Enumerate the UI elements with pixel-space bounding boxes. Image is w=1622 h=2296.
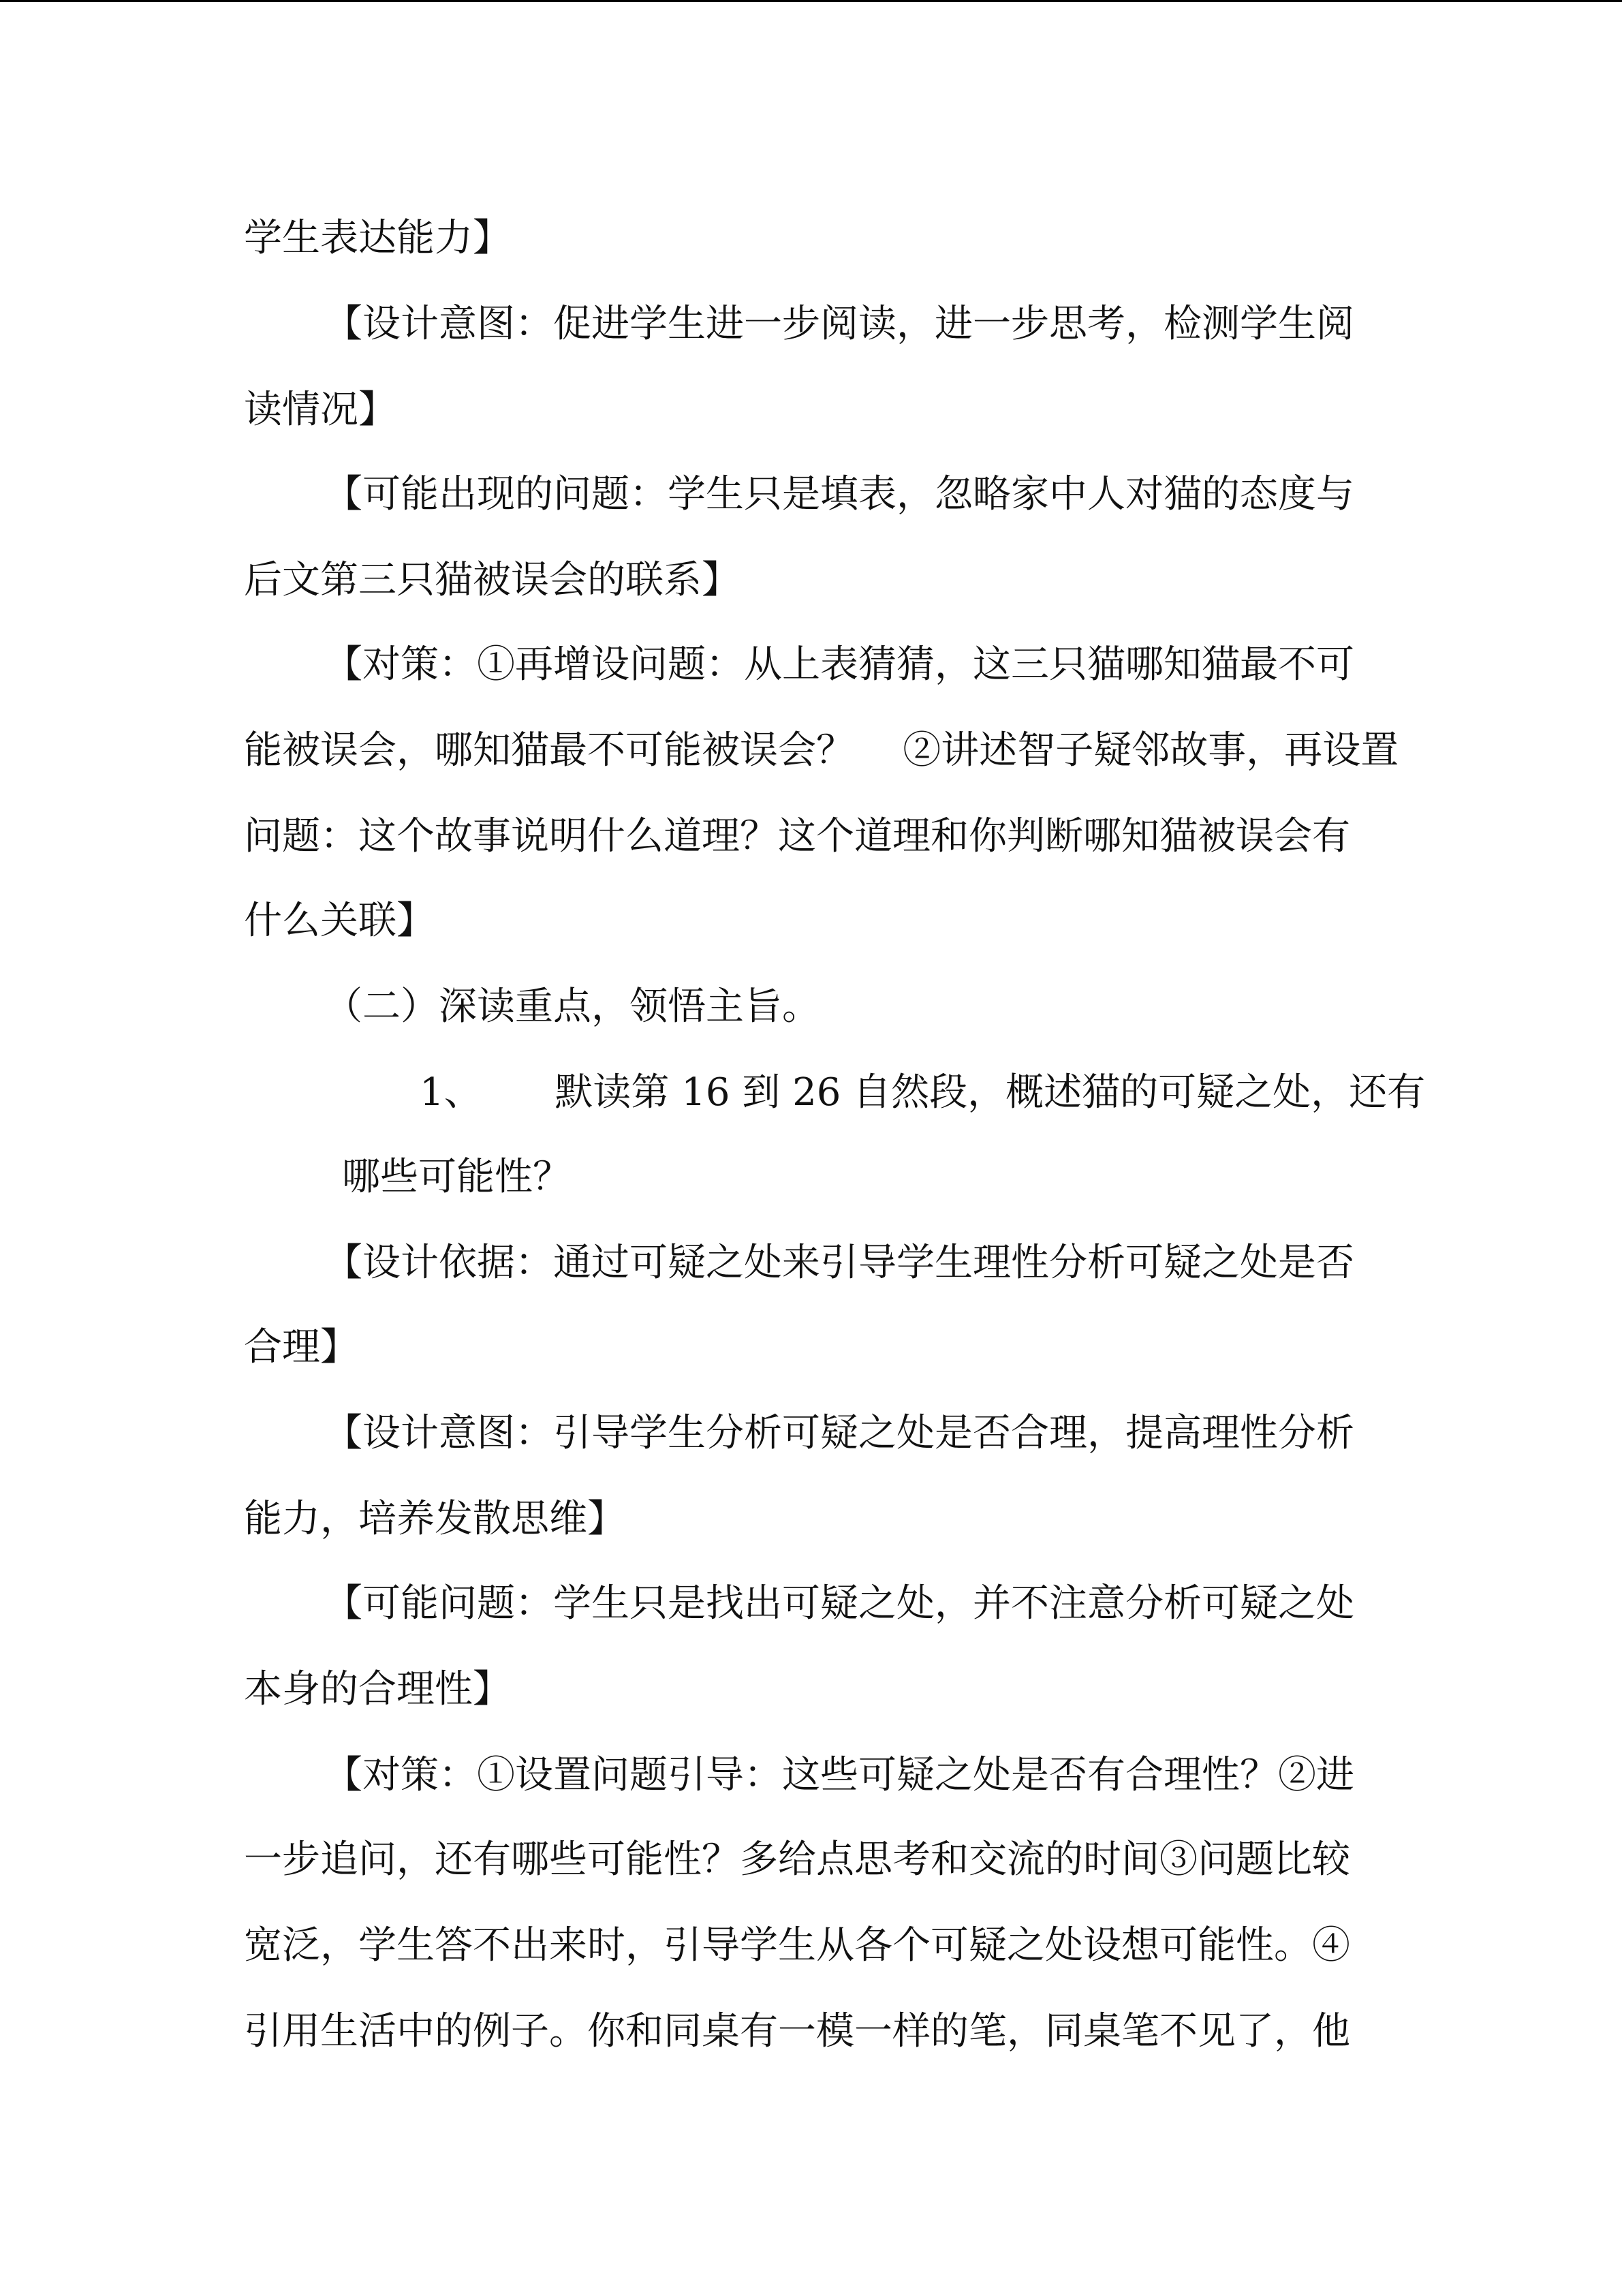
document-page <box>0 2 1622 2296</box>
text-line: 学生表达能力】 <box>244 216 511 260</box>
text-line: 什么关联】 <box>244 899 435 943</box>
text-line: 【设计依据：通过可疑之处来引导学生理性分析可疑之处是否 <box>324 1241 1354 1285</box>
text-line: 哪些可能性？ <box>342 1155 571 1199</box>
text-line: 引用生活中的例子。你和同桌有一模一样的笔，同桌笔不见了，他 <box>244 2009 1350 2053</box>
text-line: 宽泛，学生答不出来时，引导学生从各个可疑之处设想可能性。④ <box>244 1923 1350 1968</box>
text-line: 【设计意图：促进学生进一步阅读，进一步思考，检测学生阅 <box>324 302 1354 346</box>
text-line: 问题：这个故事说明什么道理？这个道理和你判断哪知猫被误会有 <box>244 814 1350 858</box>
text-line: 能力，培养发散思维】 <box>244 1497 625 1541</box>
text-line: 本身的合理性】 <box>244 1667 511 1711</box>
text-line: 合理】 <box>244 1325 358 1369</box>
text-line: 读情况】 <box>244 388 396 432</box>
text-line: 【可能出现的问题：学生只是填表，忽略家中人对猫的态度与 <box>324 472 1354 516</box>
text-line: 后文第三只猫被误会的联系】 <box>244 558 740 602</box>
text-line: 一步追问，还有哪些可能性？多给点思考和交流的时间③问题比较 <box>244 1837 1350 1882</box>
text-line: 【对策：①设置问题引导：这些可疑之处是否有合理性？②进 <box>324 1753 1354 1797</box>
numbered-item: 1、 默读第 16 到 26 自然段，概述猫的可疑之处，还有 <box>420 1070 1426 1115</box>
text-line: 【可能问题：学生只是找出可疑之处，并不注意分析可疑之处 <box>324 1581 1354 1626</box>
text-line: 【对策：①再增设问题：从上表猜猜，这三只猫哪知猫最不可 <box>324 642 1354 687</box>
section-heading: （二）深读重点，领悟主旨。 <box>324 984 820 1029</box>
text-line: 能被误会，哪知猫最不可能被误会？ ②讲述智子疑邻故事，再设置 <box>244 728 1399 773</box>
text-line: 【设计意图：引导学生分析可疑之处是否合理，提高理性分析 <box>324 1411 1354 1455</box>
